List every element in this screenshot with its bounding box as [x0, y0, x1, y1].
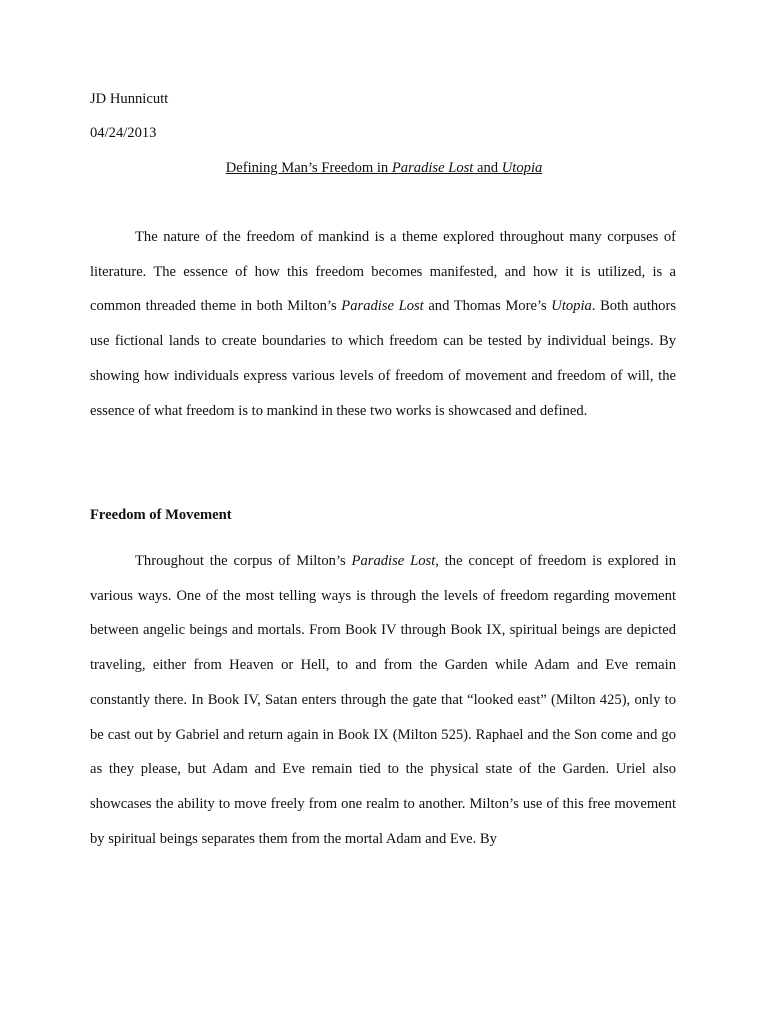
paragraph-text: The nature of the freedom of mankind is a theme explored throughout many corpuses of literature. The essence of how this freedom becomes manifested, and how it is utilized, is a common threaded theme in both Milton’s: [90, 229, 676, 315]
paragraph-text: . Both authors use fictional lands to create boundaries to which freedom can be tested by individual beings. By showing how individuals express various levels of freedom of movement and freedom of will, the essence of what freedom is to mankind in these two works is showcased and defined.: [90, 298, 677, 419]
document-title: [0, 159, 768, 177]
title-work-utopia: Utopia: [501, 160, 543, 176]
title-conjunction: and: [473, 160, 502, 176]
paragraph-freedom-of-movement: [90, 544, 676, 856]
paragraph-text: and Thomas More’s: [423, 298, 552, 315]
italic-title: Paradise Lost: [341, 298, 424, 315]
title-prefix: Defining Man’s Freedom in: [225, 160, 392, 176]
italic-title: Paradise Lost: [351, 553, 436, 569]
document-date: 04/24/2013: [90, 125, 157, 141]
paragraph-introduction: [90, 220, 676, 428]
paragraph-text: , the concept of freedom is explored in various ways. One of the most telling ways is through the levels of freedom regarding movement between angelic beings and mortals. From Book IV through Book IX, spiritual beings are depicted traveling, either from Heaven or Hell, to and from the Garden while Adam and Eve remain constantly there. In Book IV, Satan enters through the gate that “looked east” (Milton 425), only to be cast out by Gabriel and return again in Book IX (Milton 525). Raphael and the Son come and go as they please, but Adam and Eve remain tied to the physical state of the Garden. Uriel also showcases the ability to move freely from one realm to another. Milton’s use of this free movement by spiritual beings separates them from the mortal Adam and Eve. By: [90, 553, 677, 847]
section-heading: Freedom of Movement: [90, 507, 232, 523]
italic-title: Utopia: [551, 298, 592, 315]
paragraph-text: Throughout the corpus of Milton’s: [135, 553, 352, 569]
author-name: JD Hunnicutt: [90, 91, 169, 107]
title-work-paradise-lost: Paradise Lost: [391, 160, 474, 176]
